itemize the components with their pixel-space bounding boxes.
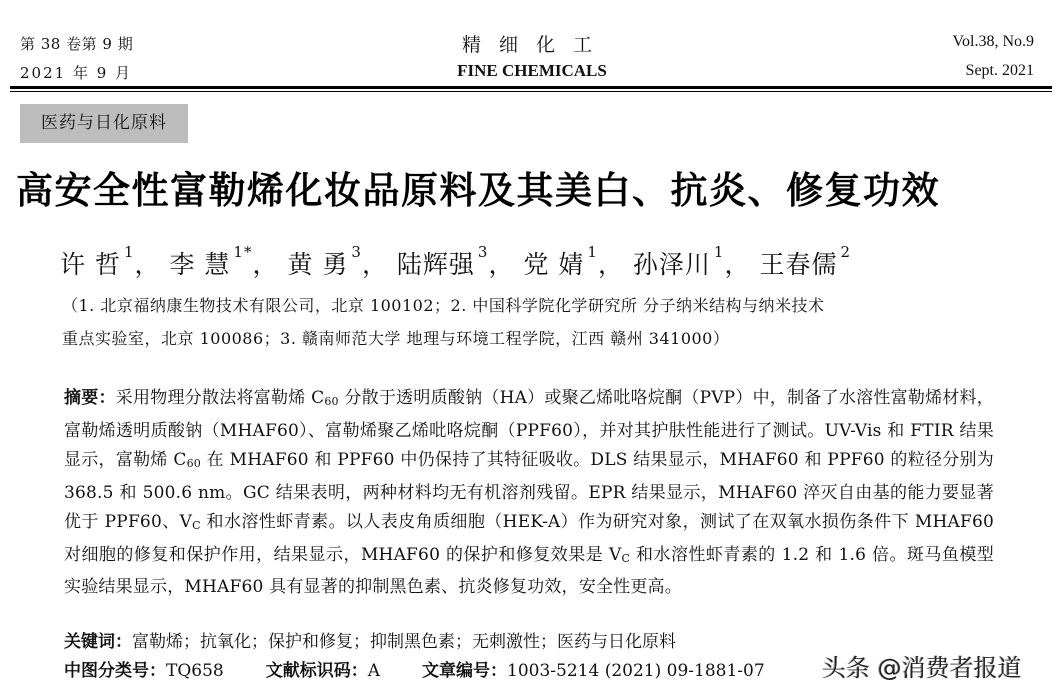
column-tag: 医药与日化原料 (20, 104, 188, 143)
doc-code-value: A (367, 661, 381, 681)
header-rule-thin (10, 91, 1052, 92)
watermark: 头条 @消费者报道 (822, 654, 1022, 682)
journal-name-cn: 精细化工 (461, 34, 610, 56)
abstract-label: 摘要： (64, 388, 116, 408)
affiliation-line-2: 重点实验室，北京 100086；3. 赣南师范大学 地理与环境工程学院，江西 赣州 341000） (62, 329, 730, 348)
author: 孙泽川 $^1$ (632, 243, 725, 279)
abstract: 摘要：采用物理分散法将富勒烯 $C_{60}$ 分散于透明质酸钠（HA）或聚乙烯吡咯烷酮（PVP）中，制备了水溶性富勒烯材料，富勒烯透明质酸钠（MHAF60）、富勒烯聚乙烯吡咯烷酮（PPF60），并对其护肤性能进行了测试。UV-Vis 和 FTIR 结果显示，富勒烯 $C_{60}$ 在 MHAF60 和 PPF60 中仍保持了其特征吸收。DLS 结果显示，MHAF60 和 PPF60 的粒径分别为 368.5 和 500.6 nm。GC 结果表明，两种材料均无有机溶剂残留。EPR 结果显示，MHAF60 淬灭自由基的能力要显著优于 PPF60、$V_C$ 和水溶性虾青素。以人表皮角质细胞（HEK-A）作为研究对象，测试了在双氧水损伤条件下 MHAF60 对细胞的修复和保护作用，结果显示，MHAF60 的保护和修复效果是 $V_C$ 和水溶性虾青素的 1.2 和 1.6 倍。斑马鱼模型实验结果显示，MHAF60 具有显著的抑制黑色素、抗炎修复功效，安全性更高。 (64, 388, 994, 597)
author: 黄 勇 $^3$ (287, 243, 362, 279)
doc-code-label: 文献标识码： (265, 661, 368, 681)
keywords (64, 627, 676, 652)
author: 李 慧 $^{1*}$ (169, 243, 253, 279)
date-cn: 2021 年 9 月 (20, 64, 133, 82)
author: 王春儒 $^2$ (759, 243, 851, 279)
article-no-label: 文章编号： (422, 661, 508, 681)
author: 陆辉强 $^3$ (396, 243, 489, 279)
volume-issue-en: Vol.38, No.9 (952, 33, 1034, 50)
clc-label: 中图分类号： (64, 661, 166, 681)
keywords-value: 富勒烯；抗氧化；保护和修复；抑制黑色素；无刺激性；医药与日化原料 (132, 632, 676, 652)
author: 党 婧 $^1$ (523, 243, 598, 279)
classification-line (64, 656, 765, 681)
date-en: Sept. 2021 (965, 62, 1034, 79)
keywords-label: 关键词： (64, 632, 132, 652)
affiliation-line-1: （1. 北京福纳康生物技术有限公司，北京 100102；2. 中国科学院化学研究所 分子纳米结构与纳米技术 (62, 296, 825, 315)
author: 许 哲 $^1$ (60, 243, 135, 279)
journal-name-en: FINE CHEMICALS (457, 61, 607, 80)
article-no-value: 1003-5214 (2021) 09-1881-07 (507, 661, 765, 681)
header-rule-thick (10, 86, 1052, 89)
clc-value: TQ658 (166, 661, 224, 681)
article-title: 高安全性富勒烯化妆品原料及其美白、抗炎、修复功效 (16, 169, 940, 212)
volume-issue-cn: 第 38 卷第 9 期 (20, 35, 134, 53)
author-list: 许 哲 $^1$， 李 慧 $^{1*}$， 黄 勇 $^3$， 陆辉强 $^3$， 党 婧 $^1$， 孙泽川 $^1$， 王春儒 $^2$ (60, 243, 851, 279)
